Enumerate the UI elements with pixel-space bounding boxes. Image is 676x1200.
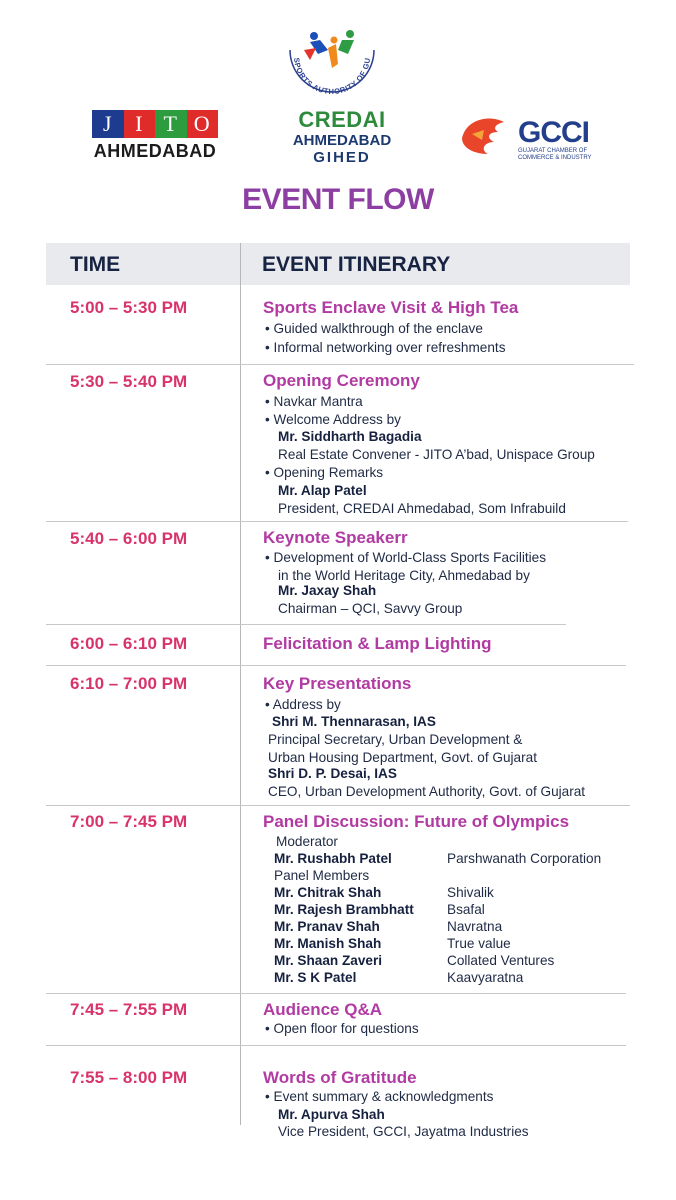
event-title: Panel Discussion: Future of Olympics	[263, 812, 570, 831]
row-divider	[46, 1045, 626, 1046]
panel-label: Panel Members	[274, 868, 370, 883]
speaker-designation: President, CREDAI Ahmedabad, Som Infrabuild	[278, 501, 566, 516]
panelist-org: Bsafal	[447, 902, 485, 917]
event-title: Opening Ceremony	[263, 371, 420, 390]
gcci-name: GCCI	[518, 116, 589, 149]
speaker-name: Mr. Alap Patel	[278, 483, 367, 498]
event-title: Sports Enclave Visit & High Tea	[263, 298, 519, 317]
speaker-designation: Urban Housing Department, Govt. of Gujarat	[268, 750, 537, 765]
jito-logo	[92, 110, 218, 162]
row-divider	[46, 993, 626, 994]
credai-logo	[278, 108, 406, 166]
row-time: 7:55 – 8:00 PM	[70, 1068, 188, 1087]
panelist-org: True value	[447, 936, 511, 951]
event-detail: • Guided walkthrough of the enclave	[265, 320, 483, 337]
moderator-name: Mr. Rushabh Patel	[274, 851, 392, 866]
jito-city: AHMEDABAD	[93, 141, 217, 161]
row-time: 5:00 – 5:30 PM	[70, 298, 188, 317]
credai-city: AHMEDABAD	[292, 132, 392, 149]
row-divider	[46, 364, 634, 365]
jito-wordmark	[92, 110, 218, 138]
header-time: TIME	[70, 253, 121, 276]
row-divider	[46, 624, 566, 625]
speaker-name: Mr. Apurva Shah	[278, 1107, 385, 1122]
jito-letter: I	[124, 110, 156, 138]
panelist-name: Mr. Manish Shah	[274, 936, 382, 951]
speaker-designation: CEO, Urban Development Authority, Govt. of Gujarat	[268, 784, 586, 799]
event-title: Felicitation & Lamp Lighting	[263, 634, 492, 653]
speaker-designation: Real Estate Convener - JITO A’bad, Unispace Group	[278, 447, 595, 462]
event-title: Audience Q&A	[263, 1000, 383, 1019]
credai-title: CREDAI	[298, 107, 386, 132]
event-detail: • Event summary & acknowledgments	[265, 1088, 493, 1105]
table-header	[46, 243, 630, 285]
panelist-org: Kaavyaratna	[447, 970, 524, 985]
row-time: 7:45 – 7:55 PM	[70, 1000, 188, 1019]
page-title: EVENT FLOW	[242, 183, 434, 216]
event-detail: in the World Heritage City, Ahmedabad by	[278, 568, 530, 583]
event-detail: • Open floor for questions	[265, 1020, 419, 1037]
partner-logos	[0, 108, 676, 164]
row-time: 5:30 – 5:40 PM	[70, 372, 188, 391]
lion-icon	[458, 112, 514, 158]
panelist-name: Mr. S K Patel	[274, 970, 357, 985]
jito-letter: T	[155, 110, 187, 138]
event-detail: • Address by	[265, 696, 341, 713]
row-time: 6:00 – 6:10 PM	[70, 634, 188, 653]
event-title: Keynote Speakerr	[263, 528, 408, 547]
event-detail: • Informal networking over refreshments	[265, 339, 506, 356]
speaker-name: Shri D. P. Desai, IAS	[268, 766, 397, 781]
speaker-name: Mr. Siddharth Bagadia	[278, 429, 422, 444]
panelist-name: Mr. Pranav Shah	[274, 919, 380, 934]
event-detail: • Development of World-Class Sports Facilities	[265, 549, 546, 566]
speaker-name: Shri M. Thennarasan, IAS	[272, 714, 436, 729]
header-event: EVENT ITINERARY	[262, 253, 451, 276]
row-divider	[46, 805, 630, 806]
speaker-designation: Principal Secretary, Urban Development &	[268, 732, 523, 747]
event-detail: • Welcome Address by	[265, 411, 401, 428]
jito-letter: J	[92, 110, 124, 138]
event-title: Key Presentations	[263, 674, 412, 693]
event-detail: • Navkar Mantra	[265, 393, 363, 410]
panelist-name: Mr. Chitrak Shah	[274, 885, 382, 900]
credai-sub: GIHED	[313, 149, 371, 166]
panelist-org: Navratna	[447, 919, 503, 934]
row-divider	[46, 521, 628, 522]
jito-letter: O	[187, 110, 219, 138]
panelist-name: Mr. Rajesh Brambhatt	[274, 902, 414, 917]
row-divider	[46, 665, 626, 666]
svg-text:SPORTS AUTHORITY OF GUJARAT: SPORTS AUTHORITY OF GU	[291, 56, 373, 97]
row-time: 7:00 – 7:45 PM	[70, 812, 188, 831]
event-detail: • Opening Remarks	[265, 464, 383, 481]
moderator-org: Parshwanath Corporation	[447, 851, 602, 866]
row-time: 5:40 – 6:00 PM	[70, 529, 188, 548]
speaker-designation: Vice President, GCCI, Jayatma Industries	[278, 1124, 529, 1139]
panelist-org: Collated Ventures	[447, 953, 555, 968]
speaker-designation: Chairman – QCI, Savvy Group	[278, 601, 463, 616]
speaker-name: Mr. Jaxay Shah	[278, 583, 377, 598]
panelist-org: Shivalik	[447, 885, 494, 900]
panelist-name: Mr. Shaan Zaveri	[274, 953, 383, 968]
row-time: 6:10 – 7:00 PM	[70, 674, 188, 693]
event-title: Words of Gratitude	[263, 1068, 417, 1087]
gcci-logo	[458, 112, 598, 160]
sports-authority-logo	[280, 20, 384, 104]
moderator-label: Moderator	[276, 834, 338, 849]
gcci-subtitle: GUJARAT CHAMBER OF COMMERCE & INDUSTRY	[518, 148, 592, 161]
